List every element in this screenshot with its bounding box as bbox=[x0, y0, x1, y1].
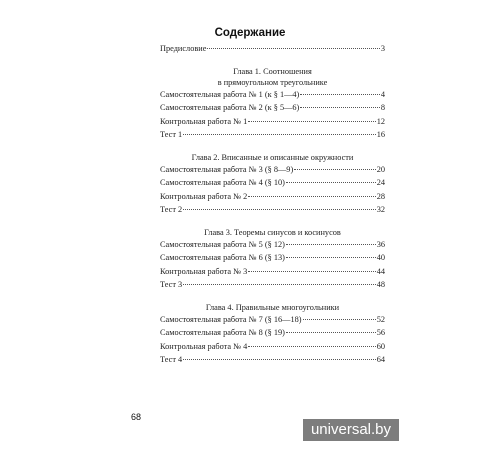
chapter-heading-line: в прямоугольном треугольнике bbox=[217, 77, 328, 87]
dot-leader bbox=[300, 94, 380, 95]
toc-entry bbox=[160, 353, 385, 367]
dot-leader bbox=[248, 121, 375, 122]
dot-leader bbox=[207, 48, 379, 49]
toc-entry bbox=[160, 115, 385, 129]
toc-entry-label: Контрольная работа № 1 bbox=[160, 116, 248, 126]
dot-leader bbox=[183, 359, 376, 360]
toc-entry-label: Контрольная работа № 3 bbox=[160, 266, 248, 276]
toc-entry-page: 64 bbox=[376, 355, 385, 364]
toc-entry-page: 12 bbox=[376, 116, 385, 126]
toc-entry-page: 4 bbox=[380, 89, 385, 99]
toc-entry-label: Тест 2 bbox=[160, 205, 183, 214]
dot-leader bbox=[286, 244, 376, 245]
toc-entry-label: Тест 1 bbox=[160, 130, 183, 139]
toc-entry-label: Самостоятельная работа № 5 (§ 12) bbox=[160, 239, 285, 249]
toc-entry-page: 56 bbox=[376, 328, 385, 337]
toc-entry-label: Тест 3 bbox=[160, 280, 183, 289]
dot-leader bbox=[294, 169, 375, 170]
toc-entry-label: Самостоятельная работа № 1 (к § 1—4) bbox=[160, 89, 300, 99]
toc-entry-page: 28 bbox=[376, 191, 385, 201]
dot-leader bbox=[183, 284, 376, 285]
toc-entry bbox=[160, 101, 385, 115]
toc-entry-label: Самостоятельная работа № 2 (к § 5—6) bbox=[160, 103, 300, 112]
toc-entry-label: Самостоятельная работа № 7 (§ 16—18) bbox=[160, 314, 302, 324]
toc-entry-label: Самостоятельная работа № 3 (§ 8—9) bbox=[160, 164, 294, 174]
page-number: 68 bbox=[131, 412, 142, 422]
dot-leader bbox=[286, 332, 376, 333]
toc-entry-label: Предисловие bbox=[160, 44, 207, 53]
dot-leader bbox=[248, 346, 375, 347]
toc-entry-page: 44 bbox=[376, 266, 385, 276]
page-title: Содержание bbox=[214, 27, 286, 39]
toc-entry bbox=[160, 326, 385, 340]
dot-leader bbox=[248, 271, 375, 272]
toc-entry bbox=[160, 190, 385, 204]
toc-entry-page: 48 bbox=[376, 280, 385, 289]
toc-entry-label: Самостоятельная работа № 8 (§ 19) bbox=[160, 328, 285, 337]
toc-entry-label: Самостоятельная работа № 4 (§ 10) bbox=[160, 178, 285, 187]
dot-leader bbox=[300, 107, 380, 108]
chapter-heading-line: Глава 2. Вписанные и описанные окружности bbox=[191, 152, 354, 162]
table-of-contents bbox=[160, 42, 385, 367]
toc-entry-page: 20 bbox=[376, 164, 385, 174]
dot-leader bbox=[183, 134, 376, 135]
toc-entry bbox=[160, 176, 385, 190]
chapter-heading-3 bbox=[160, 227, 385, 238]
toc-entry-page: 40 bbox=[376, 253, 385, 262]
watermark: universal.by bbox=[303, 419, 399, 441]
toc-entry bbox=[160, 278, 385, 292]
toc-entry-page: 32 bbox=[376, 205, 385, 214]
chapter-heading-2 bbox=[160, 152, 385, 163]
toc-entry-page: 24 bbox=[376, 178, 385, 187]
toc-entry bbox=[160, 340, 385, 354]
toc-entry-page: 3 bbox=[380, 44, 385, 53]
toc-entry bbox=[160, 163, 385, 177]
toc-entry-label: Контрольная работа № 2 bbox=[160, 191, 248, 201]
chapter-heading-line: Глава 3. Теоремы синусов и косинусов bbox=[204, 227, 341, 237]
chapter-heading-4 bbox=[160, 302, 385, 313]
chapter-heading-line: Глава 4. Правильные многоугольники bbox=[205, 302, 340, 312]
toc-entry bbox=[160, 265, 385, 279]
dot-leader bbox=[303, 319, 376, 320]
toc-entry bbox=[160, 238, 385, 252]
toc-entry-page: 52 bbox=[376, 314, 385, 324]
toc-entry-page: 8 bbox=[380, 103, 385, 112]
toc-entry-preface bbox=[160, 42, 385, 56]
dot-leader bbox=[183, 209, 376, 210]
chapter-heading-line: Глава 1. Соотношения bbox=[233, 66, 312, 76]
toc-entry bbox=[160, 203, 385, 217]
toc-entry bbox=[160, 313, 385, 327]
toc-entry-page: 60 bbox=[376, 341, 385, 351]
toc-entry-label: Контрольная работа № 4 bbox=[160, 341, 248, 351]
toc-entry bbox=[160, 251, 385, 265]
toc-entry bbox=[160, 128, 385, 142]
dot-leader bbox=[286, 182, 376, 183]
toc-entry bbox=[160, 88, 385, 102]
toc-entry-label: Самостоятельная работа № 6 (§ 13) bbox=[160, 253, 285, 262]
dot-leader bbox=[286, 257, 376, 258]
dot-leader bbox=[248, 196, 375, 197]
chapter-heading-1 bbox=[160, 66, 385, 88]
toc-entry-label: Тест 4 bbox=[160, 355, 183, 364]
toc-entry-page: 36 bbox=[376, 239, 385, 249]
toc-entry-page: 16 bbox=[376, 130, 385, 139]
